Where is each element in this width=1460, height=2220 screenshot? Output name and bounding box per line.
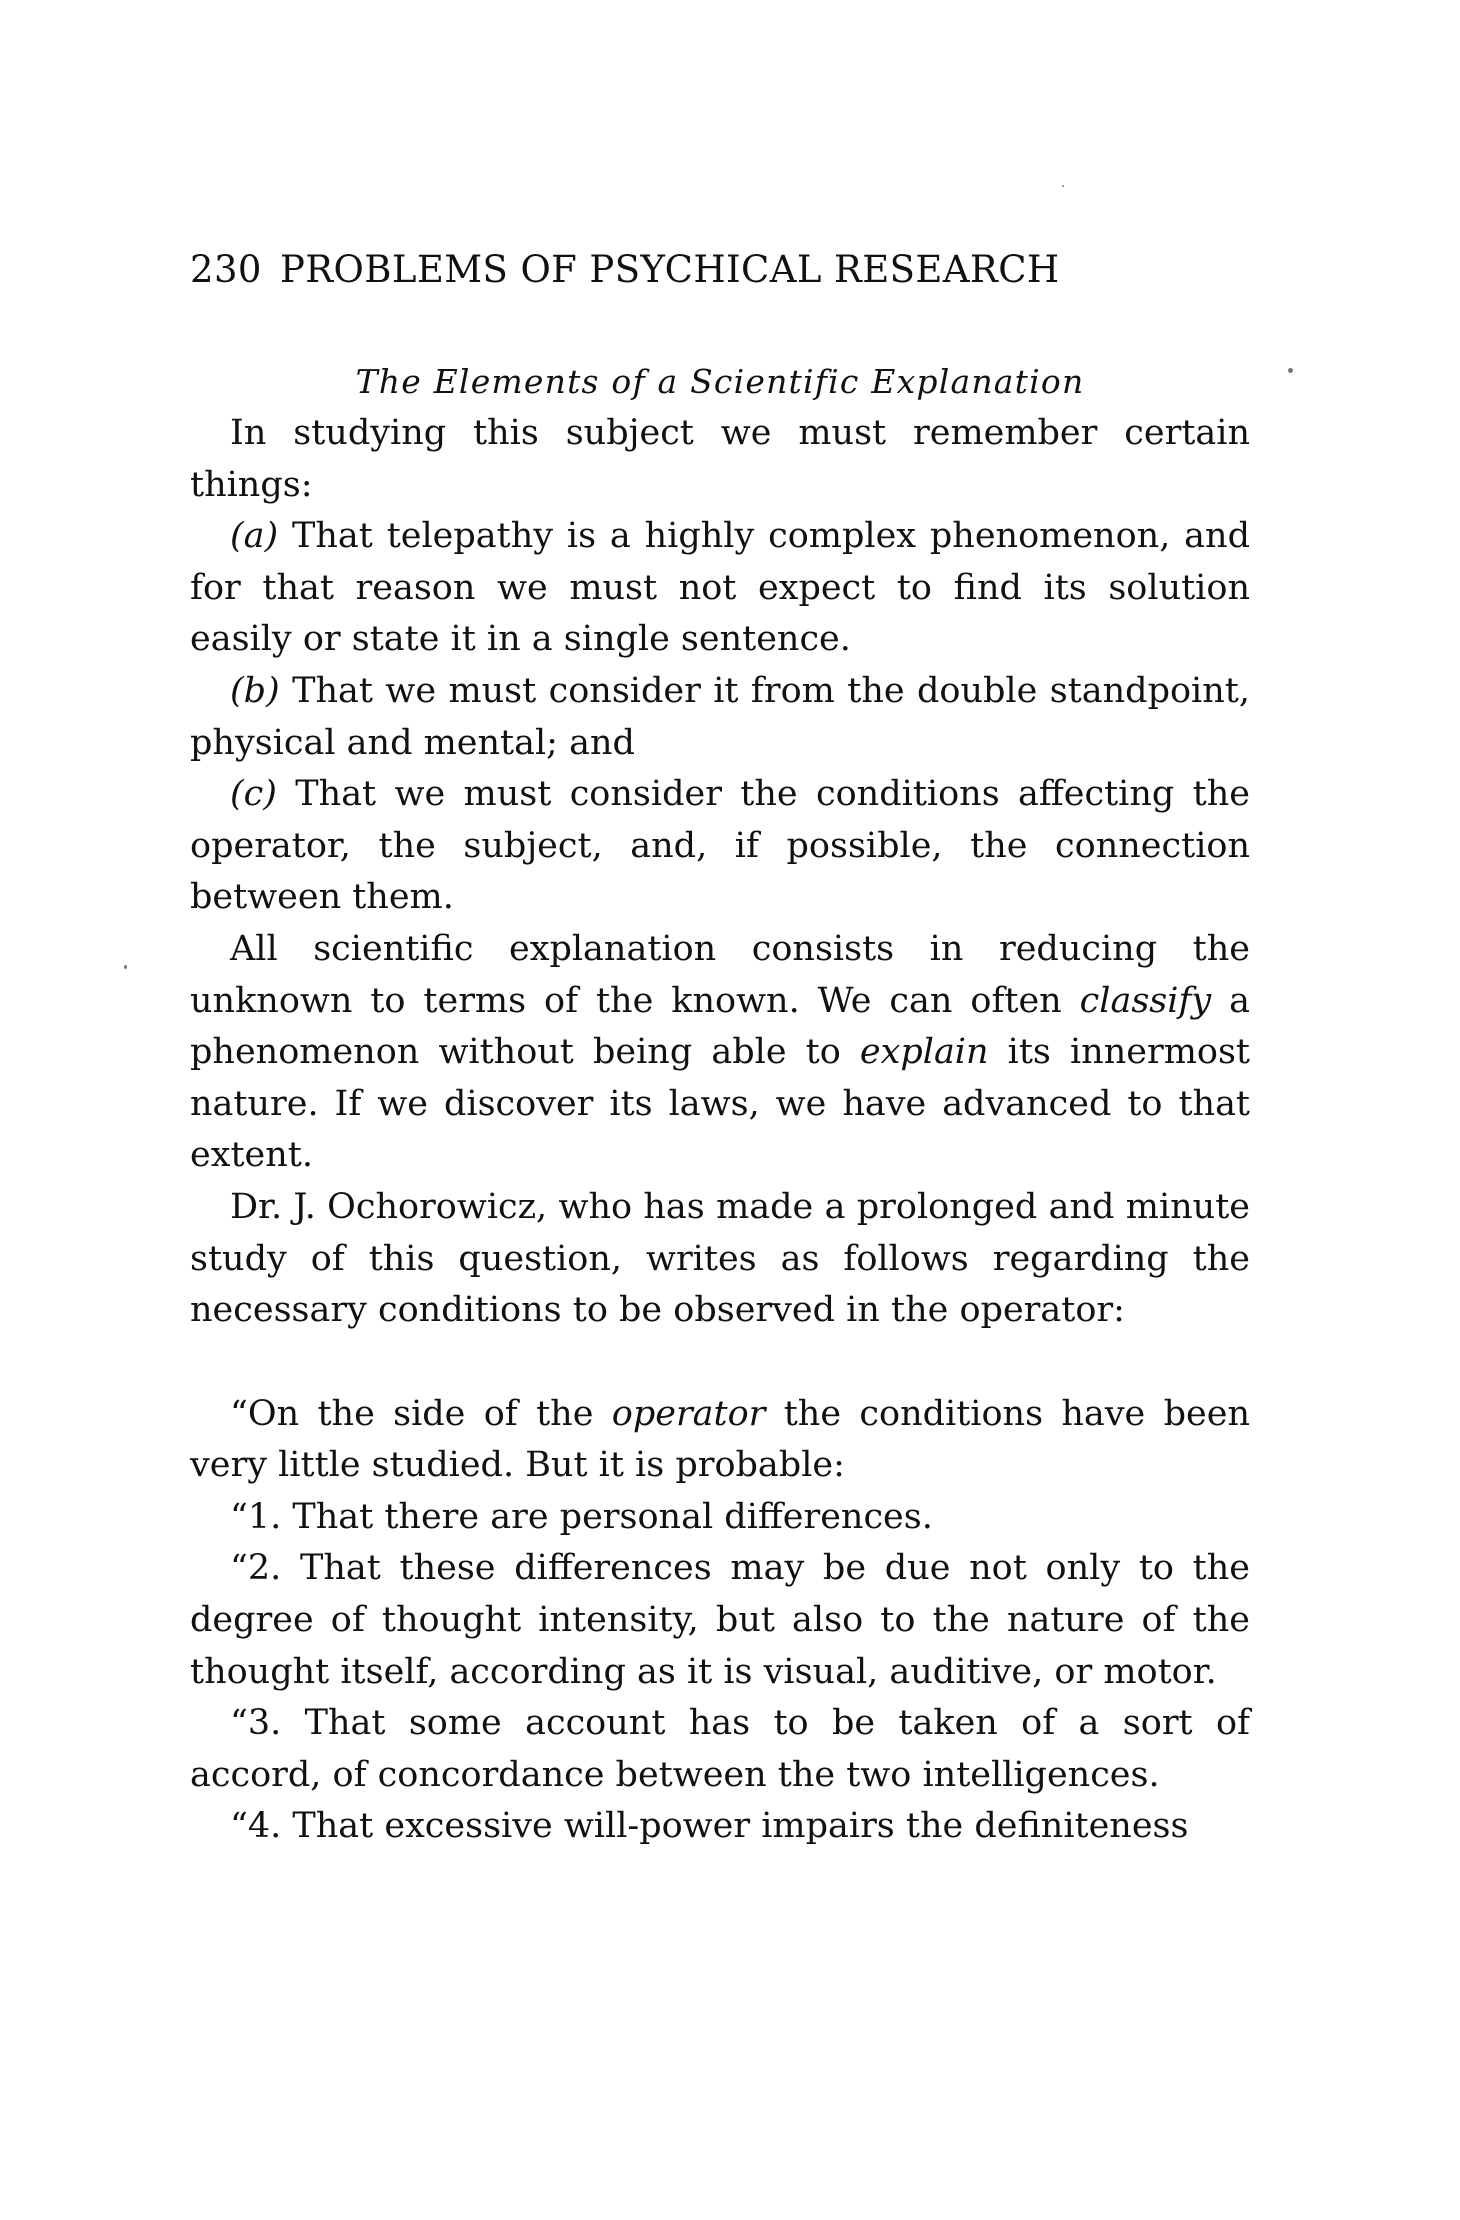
quote-text: “3. That some account has to be taken of a sort of accord, of concordance between the two intelligences. [190, 1703, 1250, 1795]
quote-text: “2. That these differences may be due not only to the degree of thought intensity, but also to the nature of the thought itself, according as it is visual, auditive, or motor. [190, 1548, 1250, 1692]
paragraph [190, 924, 1250, 1182]
quote-item-1 [190, 1492, 1250, 1544]
paragraph [190, 408, 1250, 511]
emphasis-explain: explain [859, 1032, 989, 1073]
emphasis-operator: operator [611, 1393, 766, 1434]
list-marker: (c) [230, 774, 277, 815]
paragraph-text: its innermost nature. If we discover its laws, we have advanced to that extent. [190, 1032, 1250, 1176]
book-page [190, 240, 1250, 1853]
list-marker: (a) [230, 516, 279, 557]
running-header [190, 240, 1250, 300]
quote-item-3 [190, 1698, 1250, 1801]
paragraph-text: All scientific explanation consists in reducing the unknown to terms of the known. We can often [190, 928, 1250, 1021]
quote-item-2 [190, 1543, 1250, 1698]
paragraph-a [190, 511, 1250, 666]
list-marker: (b) [230, 670, 280, 711]
paragraph-text: a phenomenon without being able to [190, 980, 1250, 1073]
quote-text: “On the side of the [230, 1393, 612, 1434]
paragraph-text: That we must consider it from the double standpoint, physical and mental; and [190, 670, 1250, 763]
quote-text: “4. That excessive will-power impairs the definiteness [230, 1806, 1189, 1847]
running-title: PROBLEMS OF PSYCHICAL RESEARCH [280, 248, 1060, 291]
quote-text: the conditions have been very little studied. But it is probable: [190, 1393, 1250, 1486]
emphasis-classify: classify [1079, 980, 1212, 1021]
paragraph-text: That we must consider the conditions affecting the operator, the subject, and, if possible, the connection between them. [190, 774, 1250, 918]
block-quote [190, 1389, 1250, 1853]
body-text [190, 408, 1250, 1337]
section-heading: The Elements of a Scientific Explanation [355, 362, 1085, 401]
page-number: 230 [190, 248, 262, 291]
paragraph-c [190, 769, 1250, 924]
paper-speck [1062, 185, 1064, 187]
paragraph-text: In studying this subject we must remember certain things: [190, 413, 1250, 505]
paragraph-text: Dr. J. Ochorowicz, who has made a prolonged and minute study of this question, writes as follows regarding the necessary conditions to be observed in the operator: [190, 1186, 1250, 1331]
quote-text: “1. That there are personal differences. [230, 1496, 933, 1537]
paragraph [190, 1182, 1250, 1337]
paper-speck [124, 965, 127, 969]
paper-speck [1288, 368, 1293, 373]
paragraph-b [190, 666, 1250, 769]
quote-item-4 [190, 1801, 1250, 1853]
quote-paragraph [190, 1389, 1250, 1492]
paragraph-text: That telepathy is a highly complex phenomenon, and for that reason we must not expect to find its solution easily or state it in a single sentence. [190, 516, 1250, 660]
